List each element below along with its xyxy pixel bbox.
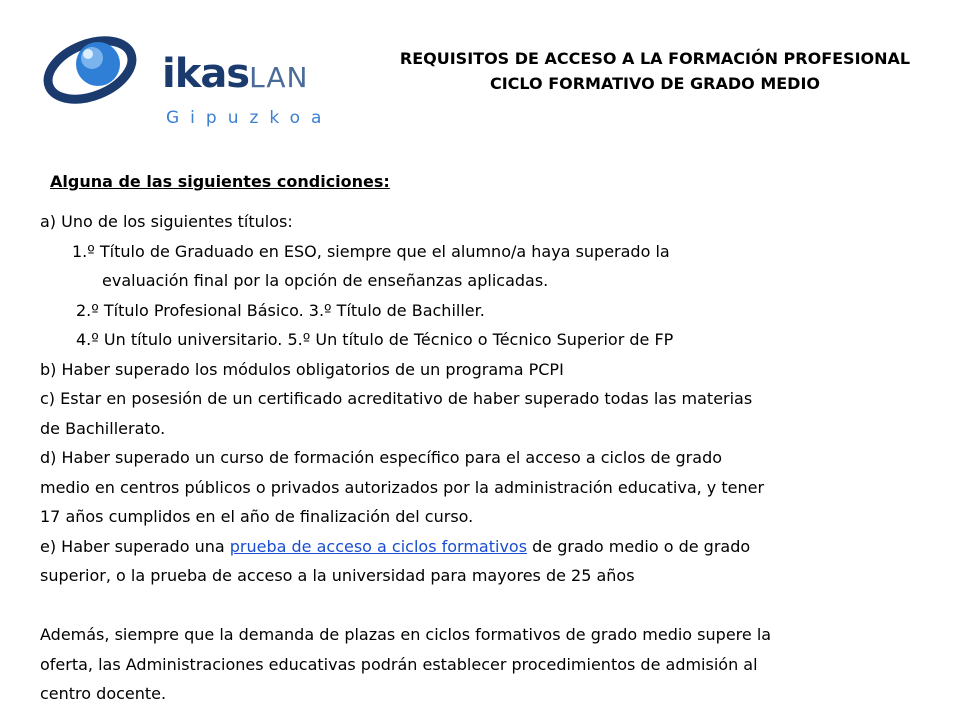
ikaslan-logo xyxy=(40,30,333,130)
condition-a-item-1-cont: evaluación final por la opción de enseñanzas aplicadas. xyxy=(102,271,549,290)
condition-a: a) Uno de los siguientes títulos: xyxy=(40,212,293,231)
condition-c-line-1: c) Estar en posesión de un certificado acreditativo de haber superado todas las materias xyxy=(40,389,753,408)
condition-e-post: de grado medio o de grado xyxy=(527,536,751,556)
logo-brand-light: LAN xyxy=(249,61,309,94)
condition-e-line-2: superior, o la prueba de acceso a la universidad para mayores de 25 años xyxy=(40,566,635,585)
condition-d-line-2: medio en centros públicos o privados autorizados por la administración educativa, y tener xyxy=(40,477,765,497)
conditions-heading: Alguna de las siguientes condiciones: xyxy=(50,172,390,191)
condition-b: b) Haber superado los módulos obligatorios de un programa PCPI xyxy=(40,359,564,379)
condition-a-item-2-3: 2.º Título Profesional Básico. 3.º Título de Bachiller. xyxy=(76,300,485,320)
access-test-link[interactable]: prueba de acceso a ciclos formativos xyxy=(229,536,528,556)
conditions-body xyxy=(40,207,940,709)
logo-region: Gipuzkoa xyxy=(166,108,333,128)
condition-a-item-1: 1.º Título de Graduado en ESO, siempre que el alumno/a haya superado la xyxy=(72,241,670,261)
page-title xyxy=(370,46,940,96)
paragraph-gap xyxy=(40,591,940,621)
condition-e-line-1 xyxy=(40,532,940,562)
title-line-1: REQUISITOS DE ACCESO A LA FORMACIÓN PROFESIONAL xyxy=(399,49,911,68)
condition-c-line-2: de Bachillerato. xyxy=(40,418,166,438)
admission-note-line-3: centro docente. xyxy=(40,684,167,703)
condition-a-item-4-5: 4.º Un título universitario. 5.º Un título de Técnico o Técnico Superior de FP xyxy=(76,330,674,349)
logo-brand-bold: ikas xyxy=(162,51,250,97)
title-line-2: CICLO FORMATIVO DE GRADO MEDIO xyxy=(489,74,821,93)
condition-d-line-1: d) Haber superado un curso de formación específico para el acceso a ciclos de grado xyxy=(40,448,723,467)
condition-d-line-3: 17 años cumplidos en el año de finalización del curso. xyxy=(40,507,474,526)
admission-note-line-1: Además, siempre que la demanda de plazas en ciclos formativos de grado medio supere la xyxy=(40,625,772,644)
logo-wordmark xyxy=(162,52,308,100)
admission-note-line-2: oferta, las Administraciones educativas podrán establecer procedimientos de admisión al xyxy=(40,654,758,674)
condition-e-pre: e) Haber superado una xyxy=(40,536,230,556)
globe-logo-icon xyxy=(40,30,160,120)
